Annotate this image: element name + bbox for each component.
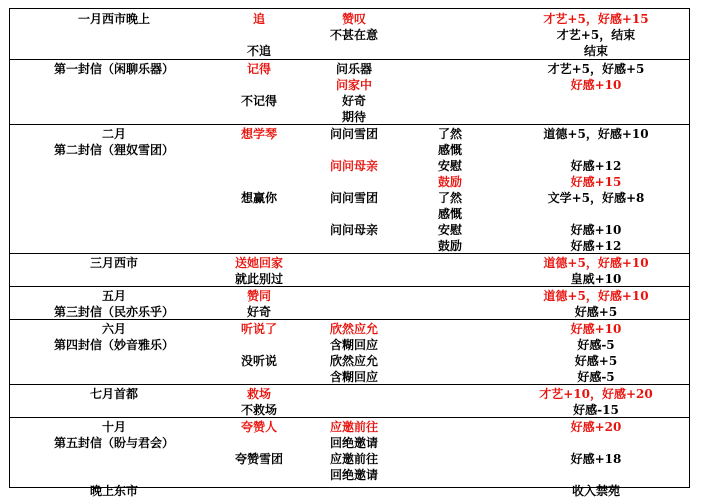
choice-cell: 记得: [246, 62, 272, 76]
choice-cell: 送她回家: [234, 256, 284, 270]
reply-cell: 感慨: [437, 207, 463, 221]
choice-cell: 夸赞人: [240, 420, 278, 434]
event-cell: 三月西市: [89, 256, 139, 270]
followup-cell: 应邀前往: [329, 452, 379, 466]
choice-cell: 就此别过: [234, 272, 284, 286]
result-cell: 才艺+10，好感+20: [539, 387, 653, 401]
event-cell: 六月: [101, 322, 127, 336]
followup-cell: 应邀前往: [329, 420, 379, 434]
result-cell: 道德+5，好感+10: [543, 289, 649, 303]
result-cell: 道德+5，好感+10: [543, 127, 649, 141]
choice-cell: 听说了: [240, 322, 278, 336]
followup-cell: 含糊回应: [329, 370, 379, 384]
choice-cell: 想学琴: [240, 127, 278, 141]
followup-cell: 问问雪团: [329, 191, 379, 205]
choice-cell: 夸赞雪团: [234, 452, 284, 466]
event-cell: 七月首都: [89, 387, 139, 401]
event-cell: 第一封信（闲聊乐器）: [53, 62, 175, 76]
choice-guide-table: [9, 8, 690, 498]
choice-cell: 不记得: [240, 94, 278, 108]
result-cell: 皇威+10: [570, 272, 622, 286]
result-cell: 好感+10: [570, 78, 622, 92]
reply-cell: 安慰: [437, 159, 463, 173]
followup-cell: 赞叹: [341, 12, 367, 26]
result-cell: 好感+5: [574, 354, 618, 368]
followup-cell: 问家中: [335, 78, 373, 92]
followup-cell: 回绝邀请: [329, 436, 379, 450]
table-section: [10, 319, 689, 384]
event-cell: 第二封信（狸奴雪团）: [53, 143, 175, 157]
result-cell: 好感+18: [570, 452, 622, 466]
event-cell: 一月西市晚上: [77, 12, 151, 26]
result-cell: 结束: [583, 44, 609, 58]
choice-cell: 没听说: [240, 354, 278, 368]
result-cell: 收入禁苑: [571, 484, 621, 498]
choice-cell: 好奇: [246, 305, 272, 319]
table-section: [10, 59, 689, 124]
followup-cell: 回绝邀请: [329, 468, 379, 482]
event-cell: 第三封信（民亦乐乎）: [53, 305, 175, 319]
event-cell: 第五封信（盼与君会）: [53, 436, 175, 450]
followup-cell: 含糊回应: [329, 338, 379, 352]
result-cell: 好感-5: [577, 338, 615, 352]
event-cell: 晚上东市: [89, 484, 139, 498]
result-cell: 好感+10: [570, 223, 622, 237]
choice-cell: 想赢你: [240, 191, 278, 205]
followup-cell: 问问母亲: [329, 223, 379, 237]
followup-cell: 问问雪团: [329, 127, 379, 141]
followup-cell: 不甚在意: [329, 28, 379, 42]
result-cell: 好感+12: [570, 239, 622, 253]
result-cell: 才艺+5，好感+15: [543, 12, 649, 26]
result-cell: 好感+5: [574, 305, 618, 319]
reply-cell: 了然: [437, 191, 463, 205]
event-cell: 五月: [101, 289, 127, 303]
table-section: [10, 10, 689, 58]
result-cell: 好感+20: [570, 420, 622, 434]
choice-cell: 救场: [246, 387, 272, 401]
event-cell: 第四封信（妙音雅乐）: [53, 338, 175, 352]
followup-cell: 问乐器: [335, 62, 373, 76]
reply-cell: 感慨: [437, 143, 463, 157]
result-cell: 文学+5，好感+8: [547, 191, 645, 205]
table-section: [10, 253, 689, 286]
followup-cell: 好奇: [341, 94, 367, 108]
result-cell: 才艺+5，好感+5: [547, 62, 645, 76]
reply-cell: 安慰: [437, 223, 463, 237]
result-cell: 好感-15: [573, 403, 619, 417]
result-cell: 好感-5: [577, 370, 615, 384]
choice-cell: 追: [252, 12, 266, 26]
event-cell: 十月: [101, 420, 127, 434]
result-cell: 好感+10: [570, 322, 622, 336]
reply-cell: 了然: [437, 127, 463, 141]
followup-cell: 欣然应允: [329, 322, 379, 336]
followup-cell: 欣然应允: [329, 354, 379, 368]
table-section: [10, 384, 689, 417]
event-cell: 二月: [101, 127, 127, 141]
result-cell: 道德+5，好感+10: [543, 256, 649, 270]
reply-cell: 鼓励: [437, 175, 463, 189]
reply-cell: 鼓励: [437, 239, 463, 253]
followup-cell: 问问母亲: [329, 159, 379, 173]
table-section: [10, 417, 689, 498]
result-cell: 好感+15: [570, 175, 622, 189]
choice-cell: 不救场: [240, 403, 278, 417]
result-cell: 好感+12: [570, 159, 622, 173]
result-cell: 才艺+5，结束: [556, 28, 636, 42]
table-section: [10, 124, 689, 253]
followup-cell: 期待: [341, 110, 367, 124]
choice-cell: 不追: [246, 44, 272, 58]
table-section: [10, 286, 689, 319]
choice-cell: 赞同: [246, 289, 272, 303]
